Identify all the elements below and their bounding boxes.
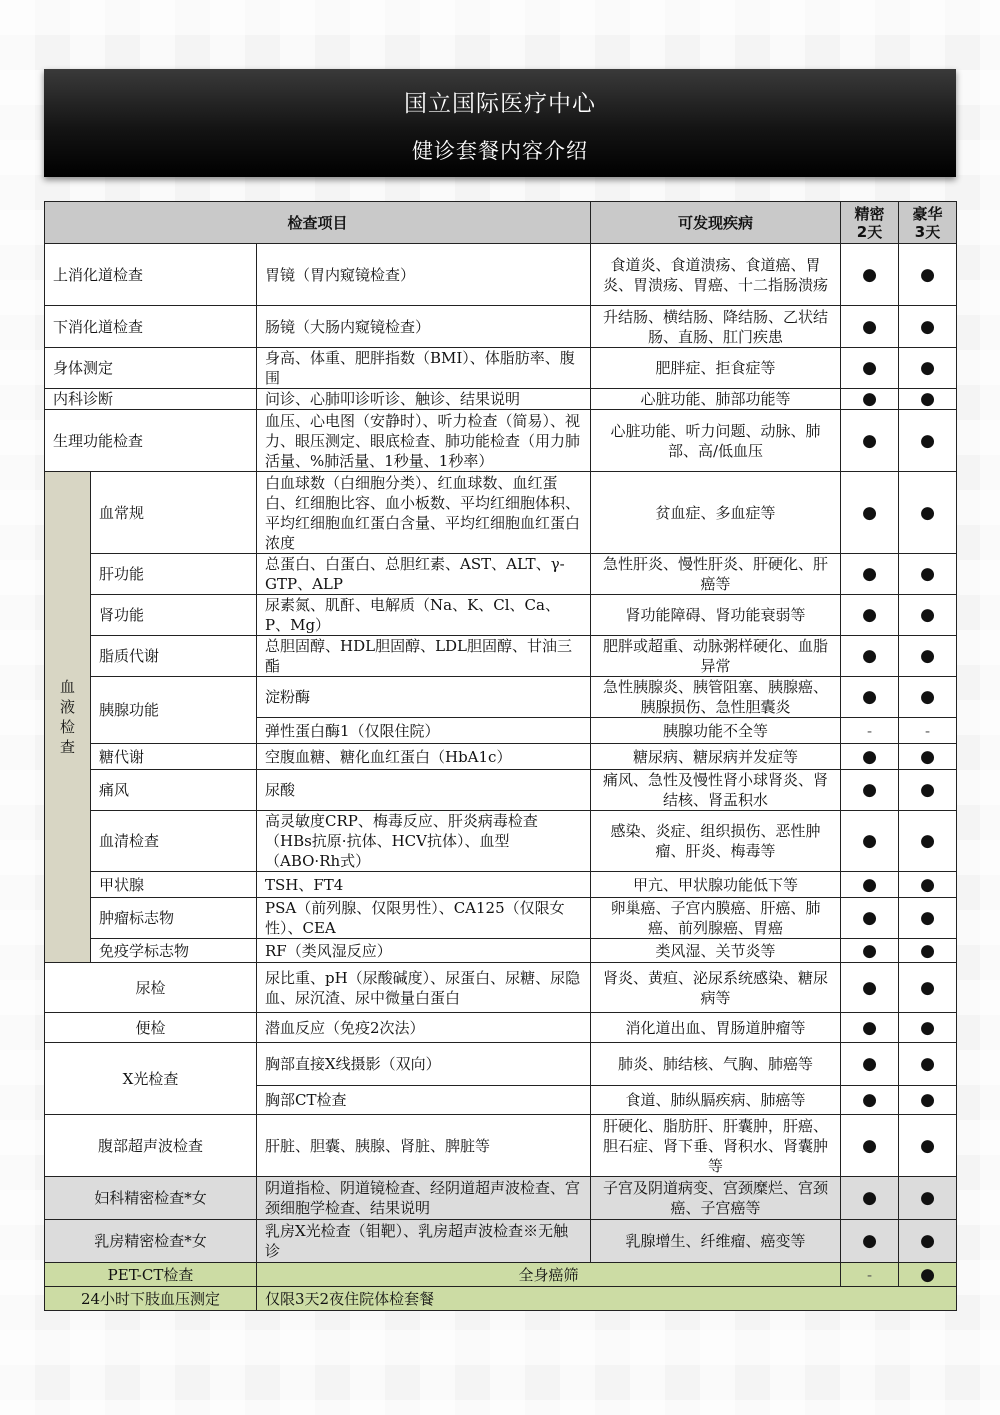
item-disease: 心脏功能、听力问题、动脉、肺部、高/低血压: [591, 410, 841, 472]
table-row: [45, 811, 957, 872]
precise-mark: ●: [841, 898, 899, 939]
item-detail: 血压、心电图（安静时）、听力检查（简易）、视力、眼压测定、眼底检查、肺功能检查（用力肺活量、%肺活量、1秒量、1秒率）: [257, 410, 591, 472]
table-row: [45, 636, 957, 677]
precise-mark: ●: [841, 389, 899, 410]
precise-mark: ●: [841, 811, 899, 872]
table-row: [45, 677, 957, 718]
item-name: 尿检: [45, 963, 257, 1013]
item-disease: 贫血症、多血症等: [591, 472, 841, 554]
item-disease: 消化道出血、胃肠道肿瘤等: [591, 1013, 841, 1043]
table-row: [45, 1177, 957, 1220]
header-banner: [44, 69, 956, 177]
item-disease: 胰腺功能不全等: [591, 718, 841, 744]
precise-mark: ●: [841, 472, 899, 554]
item-detail: 尿比重、pH（尿酸碱度）、尿蛋白、尿糖、尿隐血、尿沉渣、尿中微量白蛋白: [257, 963, 591, 1013]
item-disease: 肝硬化、脂肪肝、肝囊肿，肝癌、胆石症、肾下垂、肾积水、肾囊肿等: [591, 1115, 841, 1177]
luxury-mark: ●: [899, 963, 957, 1013]
precise-mark: ●: [841, 1043, 899, 1086]
item-detail: 总蛋白、白蛋白、总胆红素、AST、ALT、γ-GTP、ALP: [257, 554, 591, 595]
precise-mark: ●: [841, 1115, 899, 1177]
item-disease: 肾炎、黄疸、泌尿系统感染、糖尿病等: [591, 963, 841, 1013]
item-name: 24小时下肢血压测定: [45, 1287, 257, 1311]
luxury-mark: ●: [899, 1043, 957, 1086]
precise-mark: -: [841, 718, 899, 744]
item-name: 肿瘤标志物: [91, 898, 257, 939]
table-row: [45, 244, 957, 306]
item-name: 妇科精密检查*女: [45, 1177, 257, 1220]
precise-mark: ●: [841, 1086, 899, 1115]
header-item: 检查项目: [45, 202, 591, 244]
item-disease: 心脏功能、肺部功能等: [591, 389, 841, 410]
item-name: 腹部超声波检查: [45, 1115, 257, 1177]
precise-mark: ●: [841, 1177, 899, 1220]
luxury-mark: ●: [899, 348, 957, 389]
item-disease: 急性肝炎、慢性肝炎、肝硬化、肝癌等: [591, 554, 841, 595]
precise-mark: ●: [841, 744, 899, 770]
table-row: [45, 1287, 957, 1311]
precise-mark: ●: [841, 348, 899, 389]
luxury-mark: ●: [899, 1086, 957, 1115]
item-detail: 乳房X光检查（钼靶）、乳房超声波检查※无触诊: [257, 1220, 591, 1263]
luxury-mark: ●: [899, 472, 957, 554]
precise-mark: ●: [841, 595, 899, 636]
item-detail: 肠镜（大肠内窥镜检查）: [257, 306, 591, 348]
luxury-mark: ●: [899, 389, 957, 410]
luxury-mark: ●: [899, 939, 957, 963]
item-detail: TSH、FT4: [257, 872, 591, 898]
item-detail: 潜血反应（免疫2次法）: [257, 1013, 591, 1043]
item-detail: 淀粉酶: [257, 677, 591, 718]
table-row: [45, 389, 957, 410]
item-name: 甲状腺: [91, 872, 257, 898]
precise-mark: ●: [841, 939, 899, 963]
item-name: 胰腺功能: [91, 677, 257, 744]
luxury-mark: ●: [899, 244, 957, 306]
item-detail: 胸部CT检查: [257, 1086, 591, 1115]
table-row: [45, 1220, 957, 1263]
item-disease: 肥胖或超重、动脉粥样硬化、血脂异常: [591, 636, 841, 677]
precise-mark: -: [841, 1263, 899, 1287]
table-row: [45, 1013, 957, 1043]
precise-mark: ●: [841, 963, 899, 1013]
item-detail: 尿酸: [257, 770, 591, 811]
item-disease: 类风湿、关节炎等: [591, 939, 841, 963]
item-detail: 阴道指检、阴道镜检查、经阴道超声波检查、宫颈细胞学检查、结果说明: [257, 1177, 591, 1220]
precise-mark: ●: [841, 872, 899, 898]
precise-mark: ●: [841, 410, 899, 472]
item-detail: 总胆固醇、HDL胆固醇、LDL胆固醇、甘油三酯: [257, 636, 591, 677]
item-disease: 感染、炎症、组织损伤、恶性肿瘤、肝炎、梅毒等: [591, 811, 841, 872]
luxury-mark: ●: [899, 554, 957, 595]
item-name: PET-CT检查: [45, 1263, 257, 1287]
item-name: 身体测定: [45, 348, 257, 389]
item-detail: 仅限3天2夜住院体检套餐: [257, 1287, 957, 1311]
item-detail: RF（类风湿反应）: [257, 939, 591, 963]
item-disease: 子宫及阴道病变、宫颈糜烂、宫颈癌、子宫癌等: [591, 1177, 841, 1220]
item-name: 生理功能检查: [45, 410, 257, 472]
luxury-mark: ●: [899, 811, 957, 872]
item-detail: 身高、体重、肥胖指数（BMI）、体脂肪率、腹围: [257, 348, 591, 389]
table-row: [45, 1043, 957, 1086]
table-row: [45, 306, 957, 348]
item-name: 免疫学标志物: [91, 939, 257, 963]
item-disease: 肥胖症、拒食症等: [591, 348, 841, 389]
item-disease: 急性胰腺炎、胰管阻塞、胰腺癌、胰腺损伤、急性胆囊炎: [591, 677, 841, 718]
table-row: [45, 898, 957, 939]
luxury-mark: ●: [899, 898, 957, 939]
luxury-mark: ●: [899, 1013, 957, 1043]
table-row: [45, 410, 957, 472]
table-row: [45, 472, 957, 554]
luxury-mark: ●: [899, 1177, 957, 1220]
item-name: 脂质代谢: [91, 636, 257, 677]
precise-mark: ●: [841, 636, 899, 677]
item-detail: 问诊、心肺叩诊听诊、触诊、结果说明: [257, 389, 591, 410]
item-disease: 肺炎、肺结核、气胸、肺癌等: [591, 1043, 841, 1086]
table-row: [45, 1263, 957, 1287]
item-name: 上消化道检查: [45, 244, 257, 306]
table-row: [45, 554, 957, 595]
precise-mark: ●: [841, 244, 899, 306]
table-row: [45, 963, 957, 1013]
item-detail: 尿素氮、肌酐、电解质（Na、K、Cl、Ca、P、Mg）: [257, 595, 591, 636]
precise-mark: ●: [841, 554, 899, 595]
precise-mark: ●: [841, 677, 899, 718]
item-name: 肝功能: [91, 554, 257, 595]
luxury-mark: ●: [899, 770, 957, 811]
luxury-mark: ●: [899, 410, 957, 472]
table-row: [45, 1115, 957, 1177]
luxury-mark: ●: [899, 1220, 957, 1263]
item-name: 血常规: [91, 472, 257, 554]
item-name: 肾功能: [91, 595, 257, 636]
luxury-mark: ●: [899, 306, 957, 348]
luxury-mark: ●: [899, 677, 957, 718]
checkup-table: [44, 201, 957, 1311]
luxury-mark: ●: [899, 595, 957, 636]
item-disease: 卵巢癌、子宫内膜癌、肝癌、肺癌、前列腺癌、胃癌: [591, 898, 841, 939]
item-disease: 糖尿病、糖尿病并发症等: [591, 744, 841, 770]
luxury-mark: ●: [899, 744, 957, 770]
item-disease: 升结肠、横结肠、降结肠、乙状结肠、直肠、肛门疾患: [591, 306, 841, 348]
table-row: [45, 595, 957, 636]
header-disease: 可发现疾病: [591, 202, 841, 244]
item-disease: 乳腺增生、纤维瘤、癌变等: [591, 1220, 841, 1263]
item-disease: 肾功能障碍、肾功能衰弱等: [591, 595, 841, 636]
item-name: 内科诊断: [45, 389, 257, 410]
item-detail: 全身癌筛: [257, 1263, 841, 1287]
item-name: 便检: [45, 1013, 257, 1043]
blood-test-group-label: 血液检查: [45, 472, 91, 963]
item-disease: 甲亢、甲状腺功能低下等: [591, 872, 841, 898]
item-detail: 高灵敏度CRP、梅毒反应、肝炎病毒检查（HBs抗原·抗体、HCV抗体）、血型（ABO·Rh式）: [257, 811, 591, 872]
item-detail: 弹性蛋白酶1（仅限住院）: [257, 718, 591, 744]
luxury-mark: ●: [899, 1263, 957, 1287]
item-name: 血清检查: [91, 811, 257, 872]
table-header-row: [45, 202, 957, 244]
item-detail: 胃镜（胃内窥镜检查）: [257, 244, 591, 306]
item-detail: 胸部直接X线摄影（双向）: [257, 1043, 591, 1086]
item-name: X光检查: [45, 1043, 257, 1115]
item-detail: PSA（前列腺、仅限男性）、CA125（仅限女性）、CEA: [257, 898, 591, 939]
precise-mark: ●: [841, 1220, 899, 1263]
luxury-mark: ●: [899, 636, 957, 677]
item-detail: 白血球数（白细胞分类）、红血球数、血红蛋白、红细胞比容、血小板数、平均红细胞体积、平均红细胞血红蛋白含量、平均红细胞血红蛋白浓度: [257, 472, 591, 554]
item-disease: 痛风、急性及慢性肾小球肾炎、肾结核、肾盂积水: [591, 770, 841, 811]
item-detail: 肝脏、胆囊、胰腺、肾脏、脾脏等: [257, 1115, 591, 1177]
luxury-mark: ●: [899, 1115, 957, 1177]
page-title: 国立国际医疗中心: [404, 91, 596, 117]
table-row: [45, 348, 957, 389]
luxury-mark: -: [899, 718, 957, 744]
item-name: 乳房精密检查*女: [45, 1220, 257, 1263]
item-name: 糖代谢: [91, 744, 257, 770]
page-subtitle: 健诊套餐内容介绍: [412, 139, 588, 163]
precise-mark: ●: [841, 1013, 899, 1043]
table-row: [45, 939, 957, 963]
precise-mark: ●: [841, 770, 899, 811]
table-row: [45, 770, 957, 811]
header-luxury: 豪华 3天: [899, 202, 957, 244]
header-precise: 精密 2天: [841, 202, 899, 244]
table-row: [45, 872, 957, 898]
item-disease: 食道炎、食道溃疡、食道癌、胃炎、胃溃疡、胃癌、十二指肠溃疡: [591, 244, 841, 306]
luxury-mark: ●: [899, 872, 957, 898]
precise-mark: ●: [841, 306, 899, 348]
item-disease: 食道、肺纵膈疾病、肺癌等: [591, 1086, 841, 1115]
item-name: 痛风: [91, 770, 257, 811]
item-name: 下消化道检查: [45, 306, 257, 348]
table-row: [45, 744, 957, 770]
item-detail: 空腹血糖、糖化血红蛋白（HbA1c）: [257, 744, 591, 770]
